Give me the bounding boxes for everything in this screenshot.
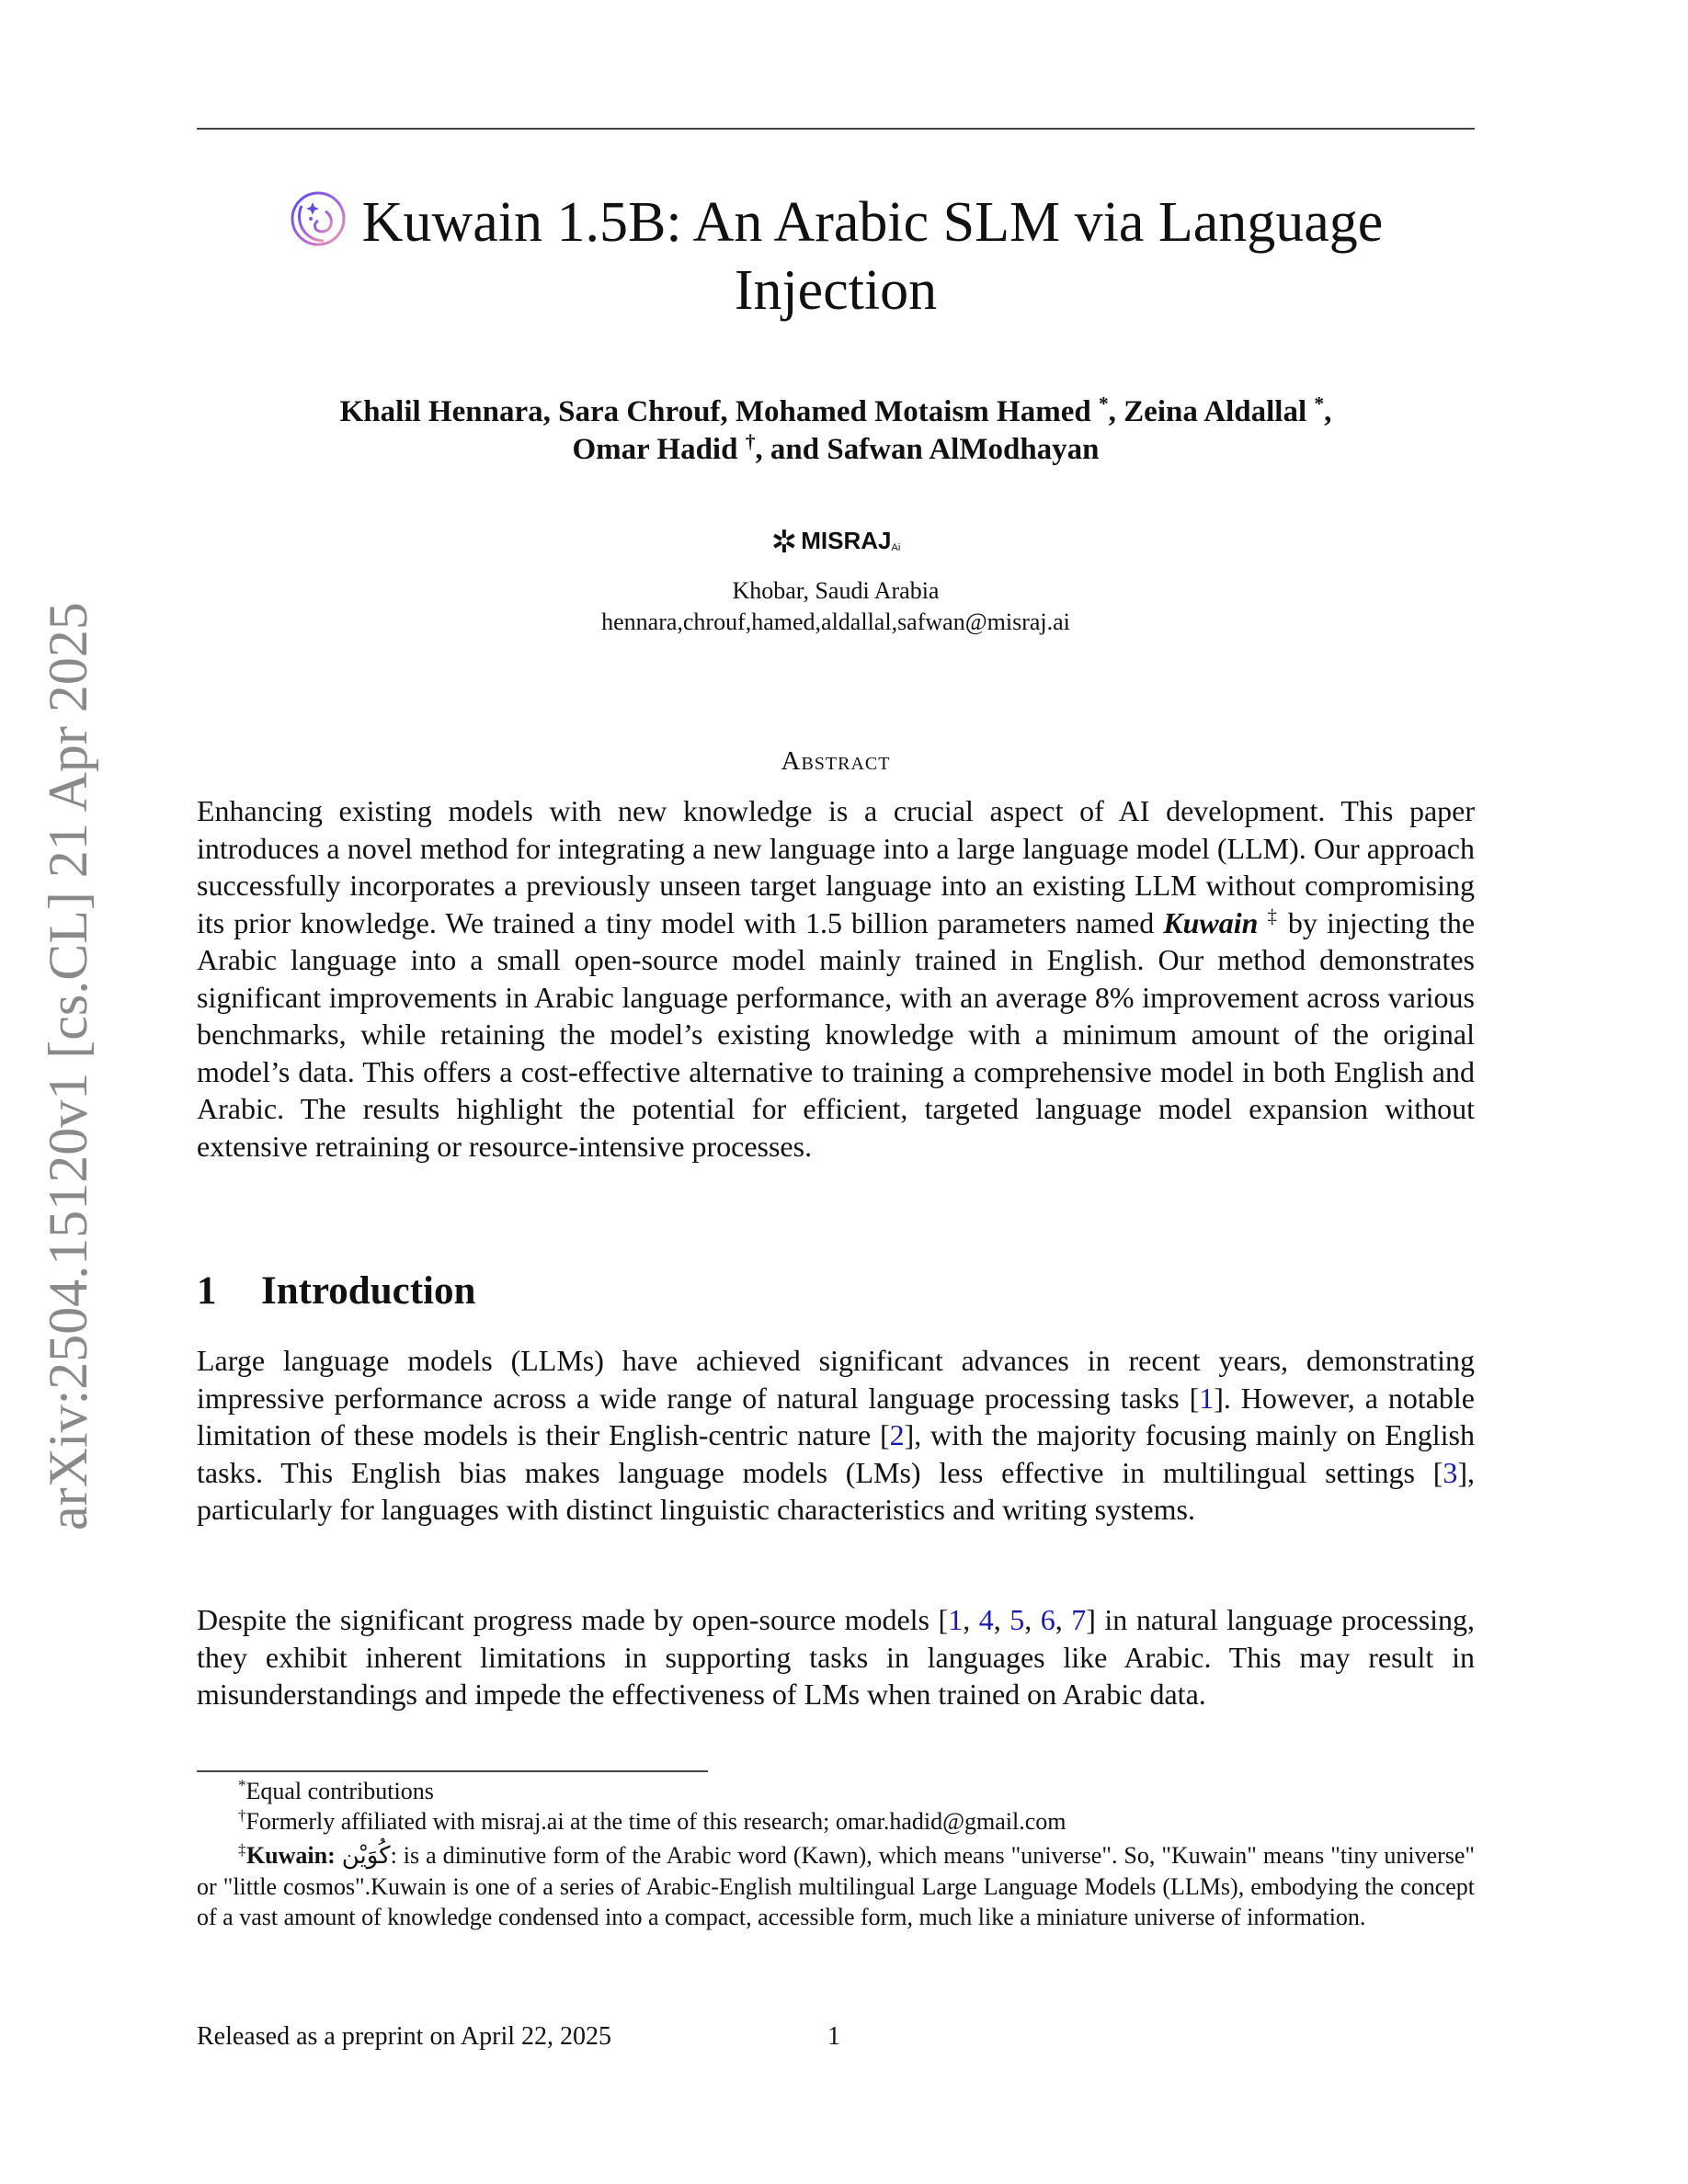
section-heading: 1 Introduction (197, 1269, 476, 1313)
abstract-body: Enhancing existing models with new knowledge is a crucial aspect of AI development. This paper introduces a novel method for integrating a new language into a large language model (LLM). Our approach successfully incorporates a previously unseen target language into an existing LLM without compromising its prior knowledge. We trained a tiny model with 1.5 billion parameters named Kuwain ‡ by injecting the Arabic language into a small open-source model mainly trained in English. Our method demonstrates significant improvements in Arabic language performance, with an average 8% improvement across various benchmarks, while retaining the model’s existing knowledge with a minimum amount of the original model’s data. This offers a cost-effective alternative to training a comprehensive model in both English and Arabic. The results highlight the potential for efficient, targeted language model expansion without extensive retraining or resource-intensive processes. (197, 794, 1476, 1163)
intro-paragraph-2: Despite the significant progress made by open-source models [1, 4, 5, 6, 7] in natural language processing, they exhibit inherent limitations in supporting tasks in languages like Arabic. This may result in misunderstandings and impede the effectiveness of LMs when trained on Arabic data. (197, 1603, 1476, 1711)
kuwain-logo-icon (289, 189, 348, 248)
intro-paragraph-1: Large language models (LLMs) have achieved significant advances in recent years, demonstrating impressive performance across a wide range of natural language processing tasks [1]. However, a notable limitation of these models is their English-centric nature [2], with the majority focusing mainly on English tasks. This English bias makes language models (LMs) less effective in multilingual settings [3], particularly for languages with distinct linguistic characteristics and writing systems. (197, 1344, 1475, 1526)
email: hennara,chrouf,hamed,aldallal,safwan@misraj.ai (601, 609, 1070, 635)
citation-link[interactable]: 6 (1040, 1603, 1055, 1636)
top-rule (197, 128, 1475, 130)
abstract-heading: Abstract (781, 746, 891, 776)
affiliation (197, 575, 1475, 638)
citation-link[interactable]: 4 (978, 1603, 994, 1636)
title-text: Kuwain 1.5B: An Arabic SLM via Language Injection (361, 191, 1384, 322)
citation-link[interactable]: 1 (948, 1603, 964, 1636)
footnotes (197, 1776, 1475, 1932)
misraj-mark-icon: ✲ (770, 524, 798, 561)
citation-link[interactable]: 1 (1199, 1381, 1215, 1415)
footnote-3: ‡Kuwain: كُوَيْن: is a diminutive form of the Arabic word (Kawn), which means "universe". So, "Kuwain" means "tiny universe" or "little cosmos".Kuwain is one of a series of Arabic-English multilingual Large Language Models (LLMs), embodying the concept of a vast amount of knowledge condensed into a compact, accessible form, much like a miniature universe of information. (197, 1840, 1476, 1930)
footnote-2: †Formerly affiliated with misraj.ai at the time of this research; omar.hadid@gmail.com (238, 1806, 1066, 1835)
author-list: Khalil Hennara, Sara Chrouf, Mohamed Motaism Hamed *, Zeina Aldallal *, Omar Hadid †, and Safwan AlModhayan (339, 392, 1332, 466)
paper-title (197, 188, 1475, 324)
footnote-rule (197, 1770, 708, 1772)
citation-link[interactable]: 3 (1443, 1455, 1458, 1489)
release-note: Released as a preprint on April 22, 2025 (197, 2022, 612, 2051)
citation-link[interactable]: 2 (889, 1418, 905, 1451)
citation-link[interactable]: 5 (1009, 1603, 1025, 1636)
arxiv-side-stamp: arXiv:2504.15120v1 [cs.CL] 21 Apr 2025 (38, 602, 98, 1530)
footnote-1: *Equal contributions (238, 1776, 434, 1804)
citation-link[interactable]: 7 (1071, 1603, 1087, 1636)
location: Khobar, Saudi Arabia (732, 577, 940, 604)
page-number: 1 (827, 2022, 840, 2051)
misraj-logo: ✲ MISRAJAi (770, 524, 901, 561)
